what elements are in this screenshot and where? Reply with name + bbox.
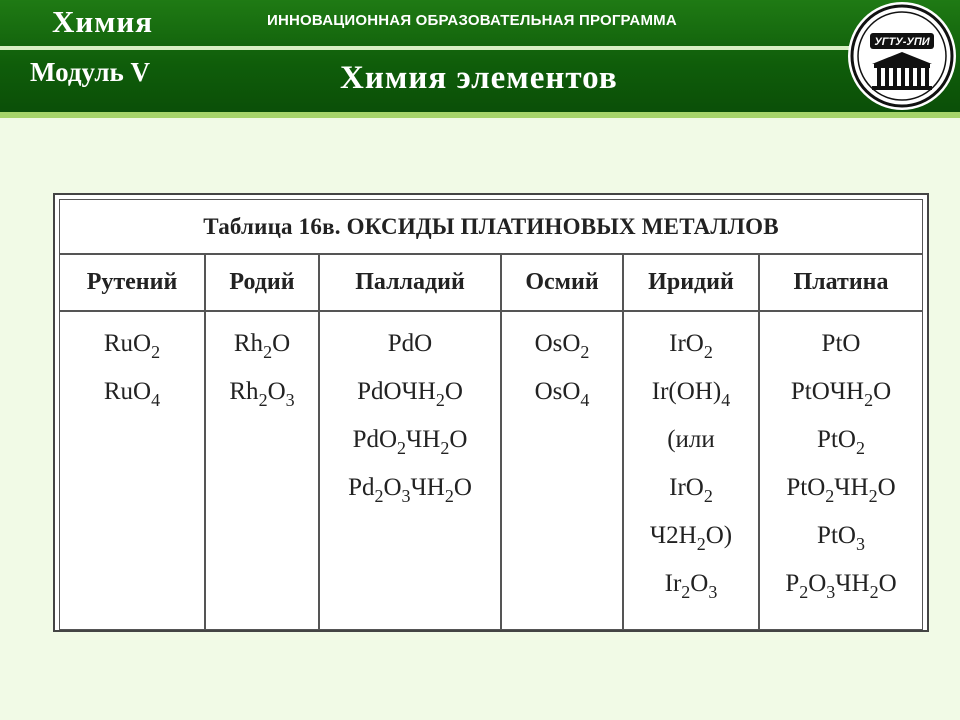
oxide-formula: $Ч2H_2O$) [649,522,733,554]
formulas-rhodium [205,311,319,630]
subject-title: Химия [52,4,153,39]
formulas-iridium [623,311,759,630]
column-header-rhodium: Родий [205,254,319,311]
header-divider [0,46,850,50]
oxide-formula: $Pd_2O_3ЧH_2O$ [348,474,472,506]
oxide-formula: PdOЧH$_2$O [357,378,463,410]
oxide-formula: RuO$_4$ [103,378,161,410]
oxide-formula: $P_2O_3ЧH_2O$ [785,570,897,602]
logo-text: УГТУ-УПИ [874,36,930,48]
formulas-osmium [501,311,623,630]
oxide-formula: PtO$_3$ [817,522,865,554]
accent-band [0,112,960,118]
oxide-formula: $PtO_2ЧH_2O$ [786,474,896,506]
topic-title: Химия элементов [340,60,618,96]
oxide-formula: IrO$_2$ [669,330,713,362]
oxide-formula: IrO$_2$ [669,474,713,506]
formulas-palladium [319,311,501,630]
program-title: ИННОВАЦИОННАЯ ОБРАЗОВАТЕЛЬНАЯ ПРОГРАММА [267,12,677,29]
oxide-formula: OsO$_2$ [534,330,590,362]
oxide-formula: $Ir(OH)_4$ [651,378,731,410]
column-header-osmium: Осмий [501,254,623,311]
table-caption: Таблица 16в. ОКСИДЫ ПЛАТИНОВЫХ МЕТАЛЛОВ [59,199,923,254]
oxide-formula: $Ir_2O_3$ [664,570,718,602]
column-header-iridium: Иридий [623,254,759,311]
oxide-formula: PtOЧH$_2$O [790,378,892,410]
oxide-formula: PdO [387,330,433,357]
oxides-table-frame [53,193,929,632]
oxide-formula: PtO [821,330,861,357]
column-header-platinum: Платина [759,254,923,311]
oxide-formula: $PdO_2ЧH_2O$ [352,426,468,458]
oxide-formula: (или [667,426,715,453]
oxides-table [59,199,923,630]
column-header-ruthenium: Рутений [59,254,205,311]
oxide-formula: $Rh_2O$ [233,330,291,362]
oxide-formula: OsO$_4$ [534,378,590,410]
university-logo-icon [846,0,958,112]
formulas-platinum [759,311,923,630]
column-header-palladium: Палладий [319,254,501,311]
module-title: Модуль V [30,57,151,87]
oxide-formula: PtO$_2$ [817,426,865,458]
oxide-formula: $Rh_2O_3$ [229,378,295,410]
header-bar [0,0,960,118]
formulas-ruthenium [59,311,205,630]
oxide-formula: RuO$_2$ [103,330,161,362]
